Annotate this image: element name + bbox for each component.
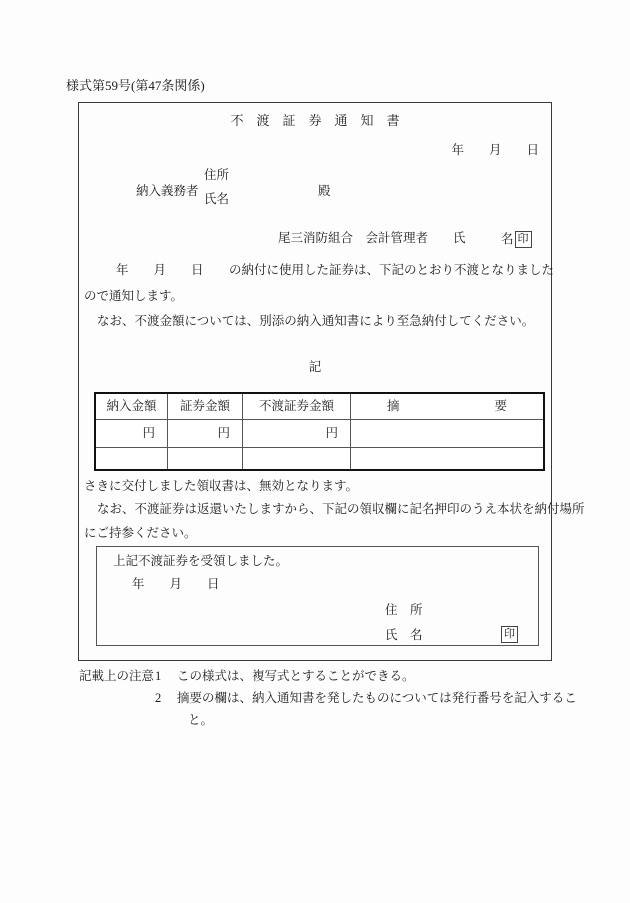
honorific-label: 殿 [318, 184, 331, 198]
body-date-blanks: 年 月 日 [116, 263, 204, 277]
header-dishonored-amount: 不渡証券金額 [243, 394, 351, 419]
after-table-line2: なお、不渡証券は返還いたしますから、下記の領収欄に記名押印のうえ本状を納付場所 [97, 502, 585, 516]
body-line1: の納付に使用した証券は、下記のとおり不渡となりました [229, 263, 555, 277]
form-number-label: 様式第59号(第47条関係) [66, 78, 205, 93]
unit-cell-yen: 円 [168, 420, 243, 447]
sender-name-suffix: 名 [501, 232, 514, 247]
document-title: 不 渡 証 券 通 知 書 [230, 113, 400, 128]
sender-name-group [501, 231, 532, 248]
issue-date-blanks: 年 月 日 [451, 143, 539, 157]
unit-cell-summary [351, 420, 543, 447]
table-header-row [96, 394, 543, 420]
payer-label: 納入義務者 [136, 184, 199, 198]
after-table-line1: さきに交付しました領収書は、無効となります。 [84, 479, 359, 493]
record-heading: 記 [308, 360, 322, 374]
header-summary [351, 394, 543, 419]
table-empty-row [96, 448, 543, 469]
notes-label: 記載上の注意 [79, 669, 155, 683]
table-unit-row [96, 420, 543, 448]
note-2-text: 摘要の欄は、納入通知書を発したものについては発行番号を記入するこ [177, 691, 577, 705]
receipt-section [96, 546, 539, 646]
receipt-seal-icon: 印 [501, 626, 518, 643]
amounts-table [94, 392, 545, 471]
empty-cell [351, 448, 543, 469]
header-summary-right: 要 [494, 399, 507, 414]
note-1-number: 1 [155, 669, 162, 683]
unit-cell-yen: 円 [243, 420, 351, 447]
receipt-address-label: 住 所 [385, 603, 423, 617]
receipt-name-label: 氏 名 [385, 628, 423, 642]
note-1-text: この様式は、複写式とすることができる。 [177, 669, 415, 683]
payer-address-label: 住所 [204, 168, 230, 182]
header-payment-amount: 納入金額 [96, 394, 168, 419]
empty-cell [168, 448, 243, 469]
header-security-amount: 証券金額 [168, 394, 243, 419]
payer-name-label: 氏名 [204, 192, 230, 206]
header-summary-left: 摘 [387, 399, 400, 414]
empty-cell [243, 448, 351, 469]
form-frame [78, 102, 585, 661]
body-line2: ので通知します。 [84, 289, 184, 303]
unit-cell-yen: 円 [96, 420, 168, 447]
body-notice: なお、不渡金額については、別添の納入通知書により至急納付してください。 [97, 314, 535, 328]
sender-line: 尾三消防組合 会計管理者 氏 [278, 231, 466, 245]
sender-seal-icon: 印 [515, 231, 532, 248]
after-table-line3: にご持参ください。 [84, 526, 197, 540]
receipt-date-blanks: 年 月 日 [132, 577, 220, 591]
note-2-continuation: と。 [188, 713, 214, 727]
note-2-number: 2 [155, 691, 162, 705]
empty-cell [96, 448, 168, 469]
receipt-statement: 上記不渡証券を受領しました。 [113, 554, 289, 568]
